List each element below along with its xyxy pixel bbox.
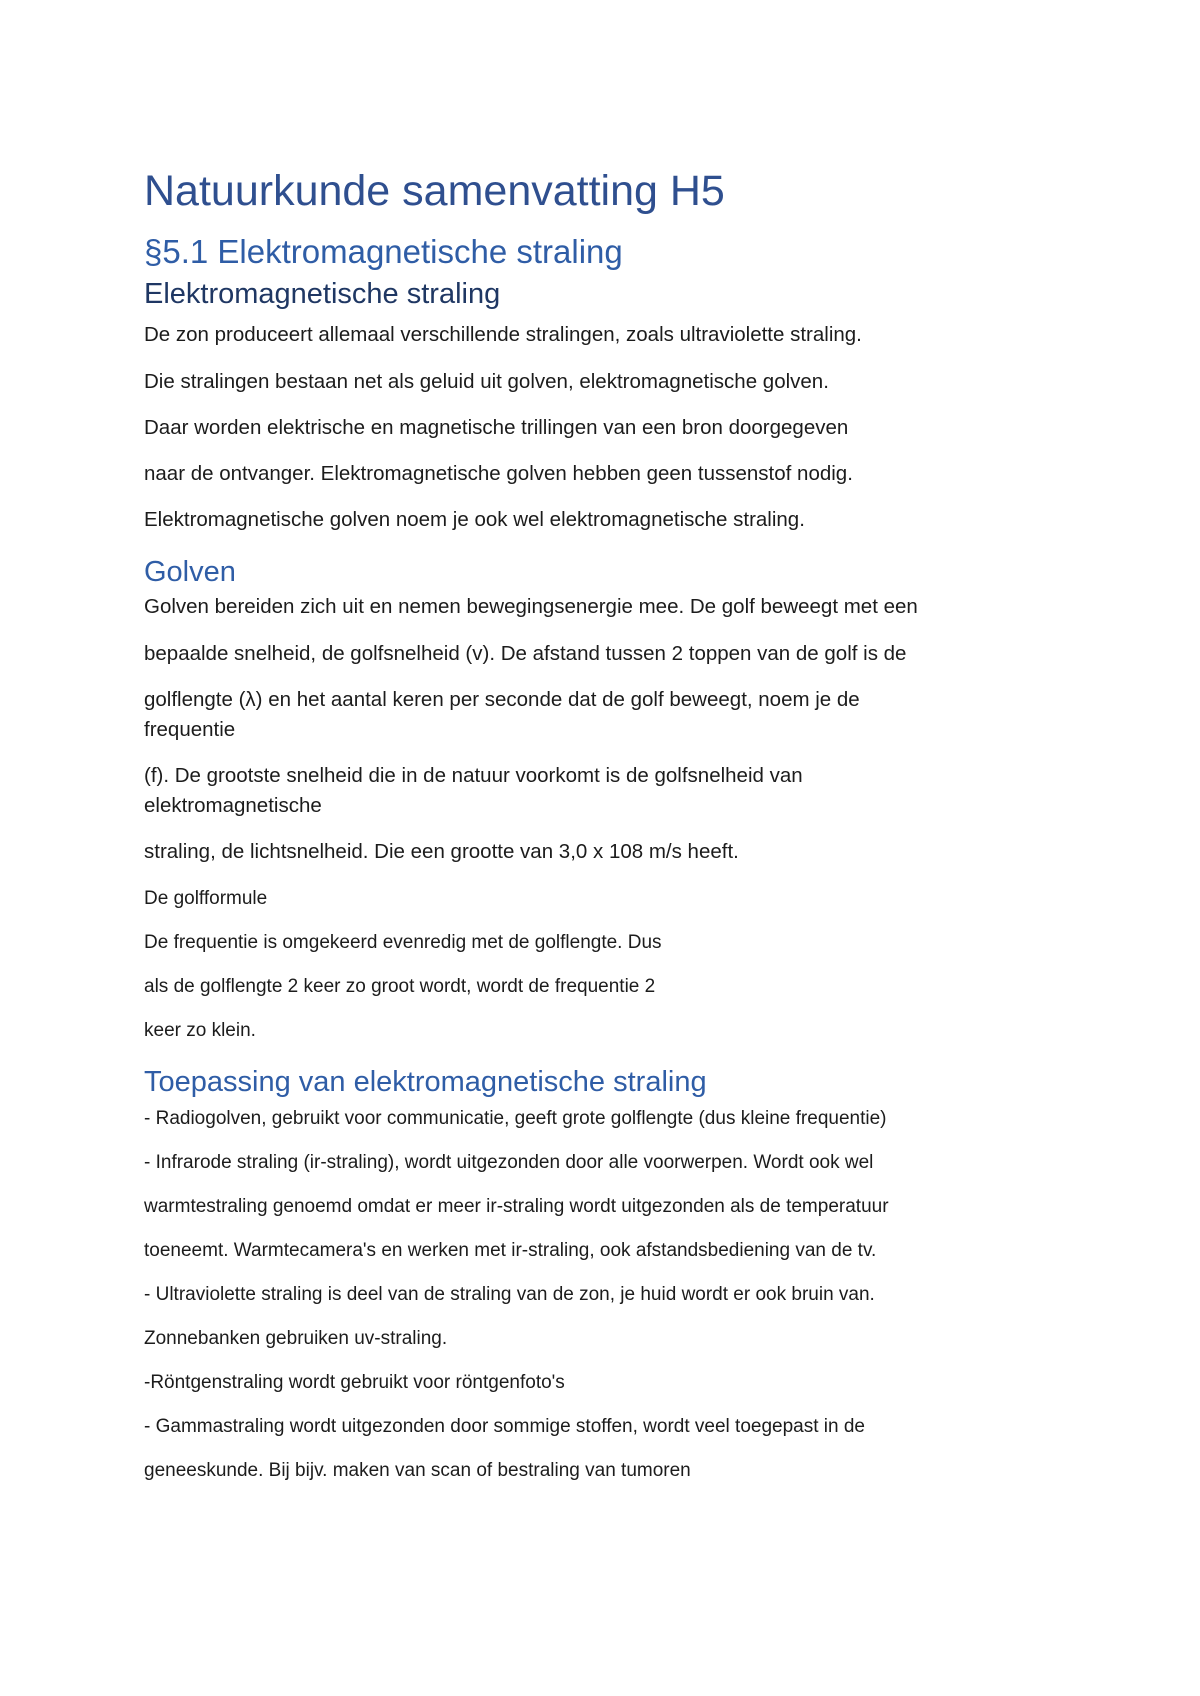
paragraph-line: Elektromagnetische golven noem je ook wel elektromagnetische straling. xyxy=(144,508,805,531)
paragraph-line: Daar worden elektrische en magnetische trillingen van een bron doorgegeven xyxy=(144,416,849,439)
paragraph-line: Zonnebanken gebruiken uv-straling. xyxy=(144,1328,448,1349)
paragraph-line: elektromagnetische xyxy=(144,794,322,817)
section-heading: §5.1 Elektromagnetische straling xyxy=(144,233,623,270)
paragraph-line: frequentie xyxy=(144,718,236,741)
paragraph-line: geneeskunde. Bij bijv. maken van scan of bestraling van tumoren xyxy=(144,1460,691,1481)
paragraph-line: Die stralingen bestaan net als geluid uit golven, elektromagnetische golven. xyxy=(144,370,829,393)
heading-golven: Golven xyxy=(144,556,236,588)
paragraph-line: De frequentie is omgekeerd evenredig met de golflengte. Dus xyxy=(144,932,662,953)
paragraph-line: toeneemt. Warmtecamera's en werken met ir-straling, ook afstandsbediening van de tv. xyxy=(144,1240,877,1261)
paragraph-line: warmtestraling genoemd omdat er meer ir-straling wordt uitgezonden als de temperatuur xyxy=(144,1196,889,1217)
list-item: - Radiogolven, gebruikt voor communicatie, geeft grote golflengte (dus kleine frequentie) xyxy=(144,1108,887,1129)
paragraph-line: naar de ontvanger. Elektromagnetische golven hebben geen tussenstof nodig. xyxy=(144,462,853,485)
list-item: -Röntgenstraling wordt gebruikt voor röntgenfoto's xyxy=(144,1372,565,1393)
list-item: - Ultraviolette straling is deel van de straling van de zon, je huid wordt er ook bruin van. xyxy=(144,1284,875,1305)
paragraph-line: keer zo klein. xyxy=(144,1020,256,1041)
list-item: - Gammastraling wordt uitgezonden door sommige stoffen, wordt veel toegepast in de xyxy=(144,1416,865,1437)
paragraph-line: als de golflengte 2 keer zo groot wordt, wordt de frequentie 2 xyxy=(144,976,656,997)
paragraph-line: (f). De grootste snelheid die in de natuur voorkomt is de golfsnelheid van xyxy=(144,764,803,787)
paragraph-line: De golfformule xyxy=(144,888,268,909)
heading-toepassing: Toepassing van elektromagnetische straling xyxy=(144,1066,707,1098)
document-title: Natuurkunde samenvatting H5 xyxy=(144,167,725,215)
paragraph-line: straling, de lichtsnelheid. Die een grootte van 3,0 x 108 m/s heeft. xyxy=(144,840,739,863)
paragraph-line: Golven bereiden zich uit en nemen bewegingsenergie mee. De golf beweegt met een xyxy=(144,595,918,618)
paragraph-line: bepaalde snelheid, de golfsnelheid (v). De afstand tussen 2 toppen van de golf is de xyxy=(144,642,907,665)
paragraph-line: golflengte (λ) en het aantal keren per seconde dat de golf beweegt, noem je de xyxy=(144,688,860,711)
list-item: - Infrarode straling (ir-straling), wordt uitgezonden door alle voorwerpen. Wordt ook wel xyxy=(144,1152,874,1173)
paragraph-line: De zon produceert allemaal verschillende stralingen, zoals ultraviolette straling. xyxy=(144,323,862,346)
heading-elektromagnetische-straling: Elektromagnetische straling xyxy=(144,278,501,310)
